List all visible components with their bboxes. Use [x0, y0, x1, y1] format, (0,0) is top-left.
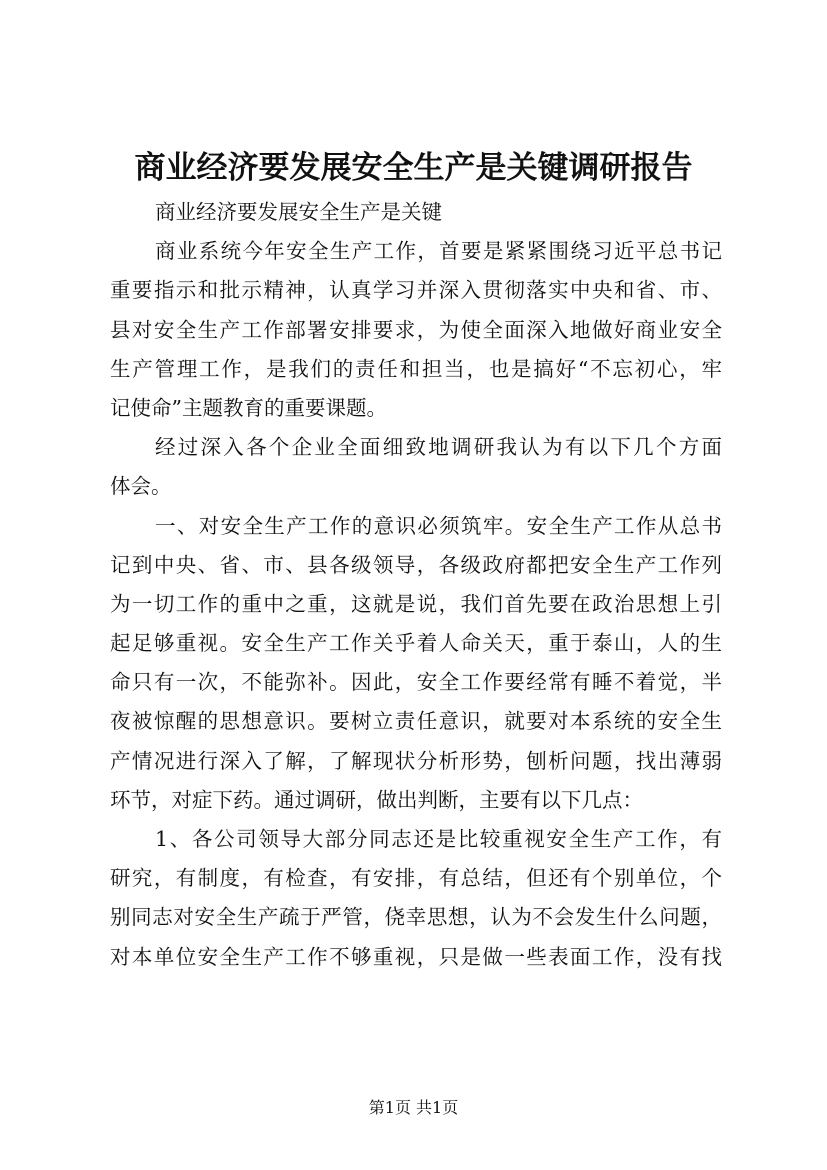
paragraph-line: 重要指示和批示精神，认真学习并深入贯彻落实中央和省、市、	[110, 278, 722, 303]
paragraph-line: 产情况进行深入了解，了解现状分析形势，刨析问题，找出薄弱	[110, 748, 722, 773]
paragraph-line: 为一切工作的重中之重，这就是说，我们首先要在政治思想上引	[110, 591, 722, 616]
subtitle-line: 商业经济要发展安全生产是关键	[155, 200, 442, 224]
paragraph-line: 记到中央、省、市、县各级领导，各级政府都把安全生产工作列	[110, 552, 722, 577]
paragraph-line: 对本单位安全生产工作不够重视，只是做一些表面工作，没有找	[110, 944, 722, 969]
paragraph-line: 别同志对安全生产疏于严管，侥幸思想，认为不会发生什么问题，	[110, 905, 722, 930]
paragraph-line: 命只有一次，不能弥补。因此，安全工作要经常有睡不着觉，半	[110, 670, 722, 695]
paragraph-line: 生产管理工作，是我们的责任和担当，也是搞好“不忘初心，牢	[110, 356, 722, 381]
document-title: 商业经济要发展安全生产是关键调研报告	[134, 150, 693, 186]
paragraph-line: 环节，对症下药。通过调研，做出判断，主要有以下几点：	[110, 787, 643, 812]
paragraph-line: 起足够重视。安全生产工作关乎着人命关天，重于泰山，人的生	[110, 631, 722, 656]
paragraph-line: 县对安全生产工作部署安排要求，为使全面深入地做好商业安全	[110, 317, 722, 342]
paragraph-line: 商业系统今年安全生产工作，首要是紧紧围绕习近平总书记	[155, 239, 722, 264]
paragraph-line: 1、各公司领导大部分同志还是比较重视安全生产工作，有	[155, 827, 722, 851]
paragraph-line: 一、对安全生产工作的意识必须筑牢。安全生产工作从总书	[155, 513, 722, 538]
document-body	[110, 193, 722, 977]
paragraph-line: 体会。	[110, 474, 172, 499]
paragraph-line: 夜被惊醒的思想意识。要树立责任意识，就要对本系统的安全生	[110, 709, 722, 734]
paragraph-line: 研究，有制度，有检查，有安排，有总结，但还有个别单位，个	[110, 866, 722, 891]
paragraph-line: 经过深入各个企业全面细致地调研我认为有以下几个方面	[155, 435, 722, 460]
paragraph-line: 记使命”主题教育的重要课题。	[110, 395, 387, 420]
page-footer: 第1页 共1页	[368, 1098, 459, 1117]
